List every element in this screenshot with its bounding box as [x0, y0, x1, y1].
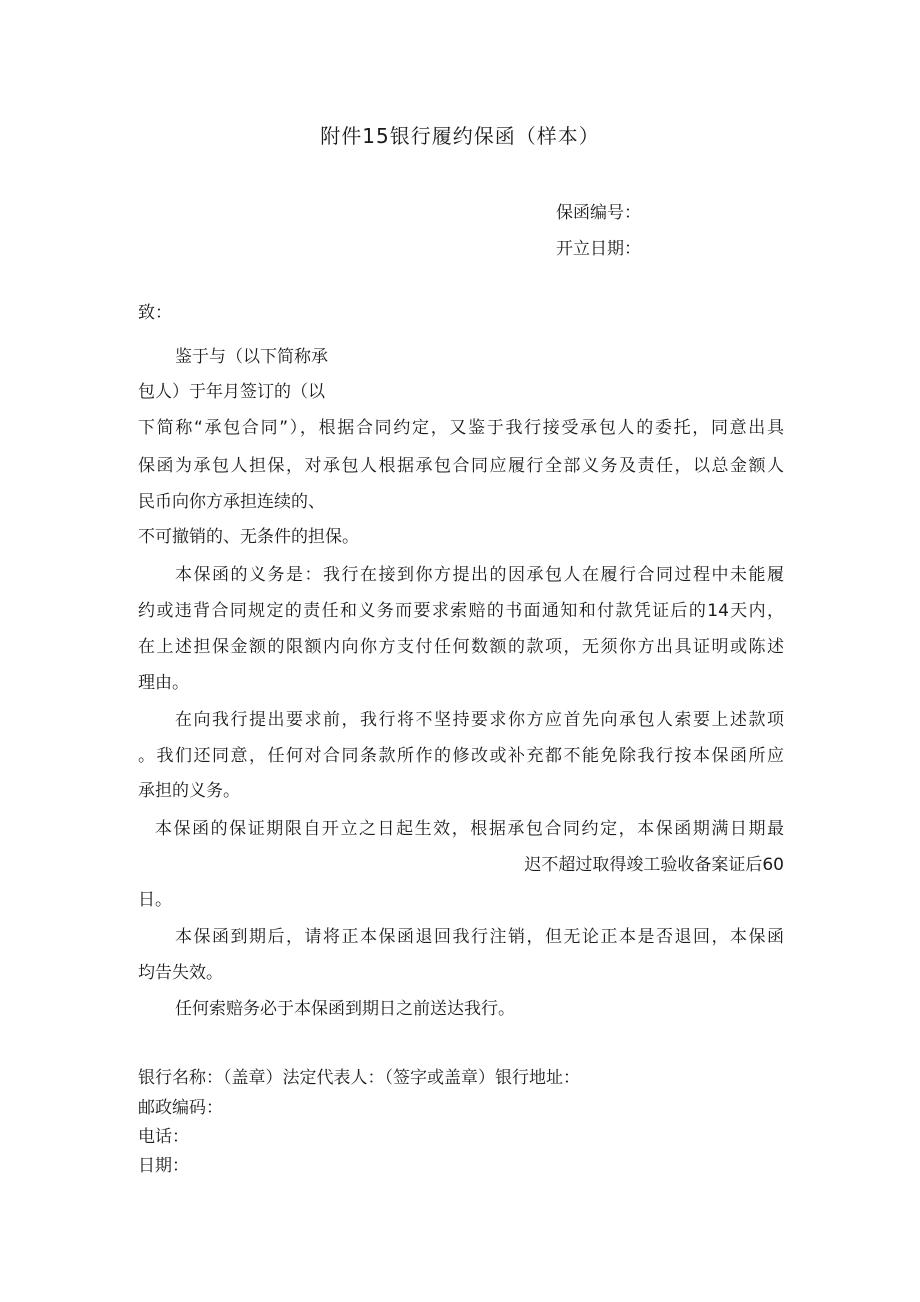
paragraph-line: 任何索赔务必于本保函到期日之前送达我行。: [175, 999, 515, 1019]
paragraph-line: 民币向你方承担连续的、: [138, 492, 325, 512]
paragraph-line: 在上述担保金额的限额内向你方支付任何数额的款项，无须你方出具证明或陈述: [138, 637, 784, 657]
paragraph-line: 鉴于与（以下简称承: [175, 347, 328, 367]
paragraph-line: 下简称“承包合同”），根据合同约定，又鉴于我行接受承包人的委托，同意出具: [138, 418, 784, 438]
phone-label: 电话：: [138, 1127, 189, 1147]
paragraph-line: 。我们还同意，任何对合同条款所作的修改或补充都不能免除我行按本保函所应: [138, 746, 784, 766]
paragraph-line: 日。: [138, 890, 172, 910]
postcode-label: 邮政编码：: [138, 1098, 223, 1118]
paragraph-line: 承担的义务。: [138, 781, 240, 801]
bank-info-line: 银行名称：（盖章）法定代表人：（签字或盖章）银行地址：: [138, 1068, 580, 1088]
issue-date-label: 开立日期：: [556, 239, 641, 259]
paragraph-line: 在向我行提出要求前，我行将不坚持要求你方应首先向承包人索要上述款项: [175, 710, 784, 730]
paragraph-line: 迟不超过取得竣工验收备案证后60: [524, 855, 784, 875]
paragraph-line: 包人）于年月签订的（以: [138, 382, 325, 402]
document-title: 附件15银行履约保函（样本）: [320, 124, 600, 148]
paragraph-line: 保函为承包人担保，对承包人根据承包合同应履行全部义务及责任，以总金额人: [138, 456, 784, 476]
paragraph-line: 理由。: [138, 673, 189, 693]
paragraph-line: 本保函的义务是：我行在接到你方提出的因承包人在履行合同过程中未能履: [175, 565, 784, 585]
paragraph-line: 本保函到期后，请将正本保函退回我行注销，但无论正本是否退回，本保函: [175, 927, 784, 947]
addressee: 致：: [138, 303, 172, 323]
date-label: 日期：: [138, 1156, 189, 1176]
paragraph-line: 约或违背合同规定的责任和义务而要求索赔的书面通知和付款凭证后的14天内，: [138, 601, 784, 621]
guarantee-number-label: 保函编号：: [556, 203, 641, 223]
paragraph-line: 本保函的保证期限自开立之日起生效，根据承包合同约定，本保函期满日期最: [155, 819, 784, 839]
paragraph-line: 均告失效。: [138, 963, 223, 983]
paragraph-line: 不可撤销的、无条件的担保。: [138, 527, 359, 547]
